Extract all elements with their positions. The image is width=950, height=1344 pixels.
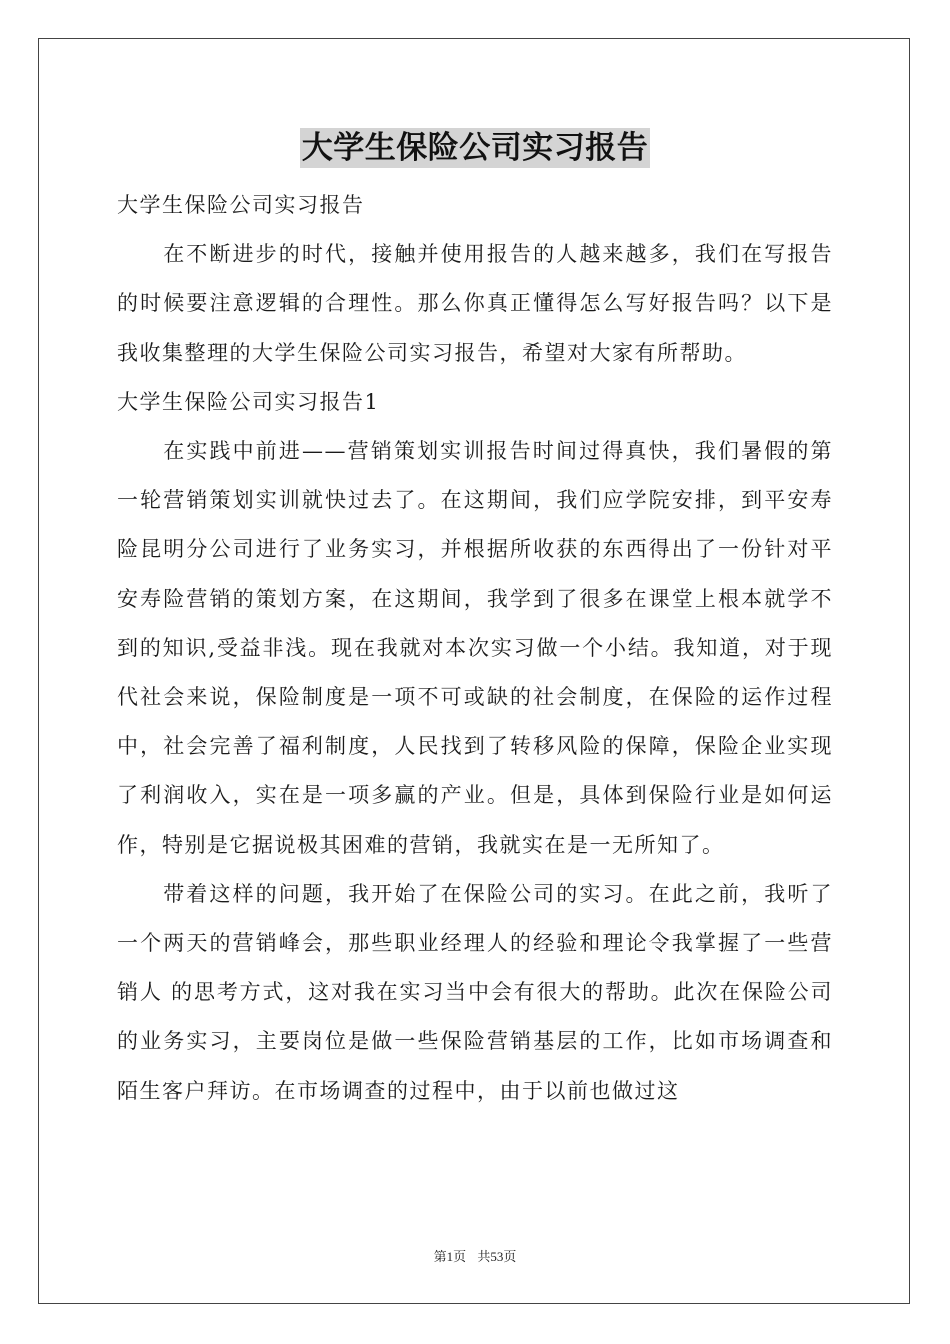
paragraph: 在不断进步的时代，接触并使用报告的人越来越多，我们在写报告的时候要注意逻辑的合理性。那么你真正懂得怎么写好报告吗？以下是我收集整理的大学生保险公司实习报告，希望对大家有所帮助。: [117, 242, 833, 365]
paragraph: 在实践中前进——营销策划实训报告时间过得真快，我们暑假的第一轮营销策划实训就快过去了。在这期间，我们应学院安排，到平安寿险昆明分公司进行了业务实习，并根据所收获的东西得出了一份针对平安寿险营销的策划方案，在这期间，我学到了很多在课堂上根本就学不到的知识,受益非浅。现在我就对本次实习做一个小结。我知道，对于现代社会来说，保险制度是一项不可或缺的社会制度，在保险的运作过程中，社会完善了福利制度，人民找到了转移风险的保障，保险企业实现了利润收入，实在是一项多赢的产业。但是，具体到保险行业是如何运作，特别是它据说极其困难的营销，我就实在是一无所知了。: [117, 439, 833, 857]
document-title: 大学生保险公司实习报告: [301, 130, 649, 166]
title-area: [0, 128, 950, 168]
paragraph: 带着这样的问题，我开始了在保险公司的实习。在此之前，我听了一个两天的营销峰会，那些职业经理人的经验和理论令我掌握了一些营销人 的思考方式，这对我在实习当中会有很大的帮助。此次在保险公司的业务实习，主要岗位是做一些保险营销基层的工作，比如市场调查和陌生客户拜访。在市场调查的过程中，由于以前也做过这: [117, 881, 833, 1103]
paragraph: 大学生保险公司实习报告1: [117, 389, 380, 414]
page-total: 共53页: [477, 1249, 517, 1264]
page-number: 第1页: [433, 1249, 467, 1264]
page-footer: [0, 1246, 950, 1265]
document-body: [117, 181, 833, 1116]
paragraph: 大学生保险公司实习报告: [117, 193, 365, 217]
